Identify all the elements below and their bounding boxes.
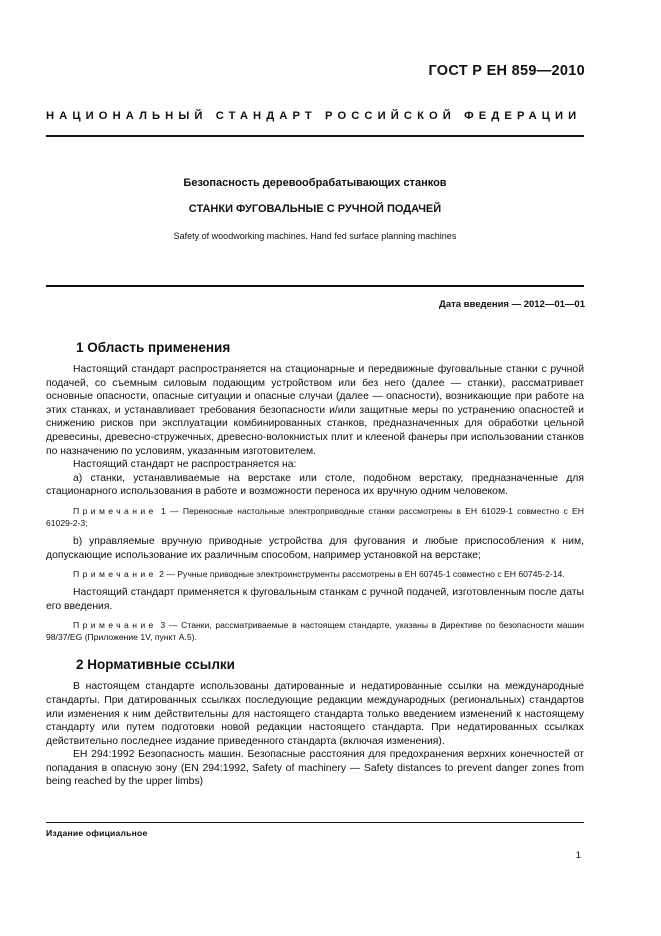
note-1-label: Примечание: [73, 505, 157, 516]
title-english: Safety of woodworking machines. Hand fed surface planning machines: [173, 231, 457, 241]
section-2-paragraph-2: ЕН 294:1992 Безопасность машин. Безопасные расстояния для предохранения верхних конечностей от попадания в опасную зону (EN 294:1992, Safety of machinery — Safety distances to prevent danger zones from being reached by the upper limbs): [46, 749, 584, 788]
section-2-paragraph-1: В настоящем стандарте использованы датированные и недатированные ссылки на международные стандарты. При датированных ссылках последующие редакции международных (региональных) стандартов или изменения к ним действительны для настоящего стандарта только введением изменений к настоящему стандарту или путем подготовки новой редакции настоящего стандарта. При недатированных ссылках действительно последнее издание приведенного стандарта (включая изменения).: [46, 681, 584, 747]
note-3-label: Примечание: [73, 620, 157, 631]
title-line-2: СТАНКИ ФУГОВАЛЬНЫЕ С РУЧНОЙ ПОДАЧЕЙ: [188, 203, 442, 215]
section-1-paragraph-4: b) управляемые вручную приводные устройства для фугования и любые приспособления к ним, допускающие использование их различным способом, например установкой на верстаке;: [46, 535, 584, 561]
section-1-paragraph-5: Настоящий стандарт применяется к фуговальным станкам с ручной подачей, изготовленным после даты его введения.: [46, 587, 584, 612]
title-line-1: Безопасность деревообрабатывающих станков: [183, 177, 447, 189]
national-standard-banner: НАЦИОНАЛЬНЫЙ СТАНДАРТ РОССИЙСКОЙ ФЕДЕРАЦИИ: [46, 110, 582, 122]
section-1-paragraph-1: Настоящий стандарт распространяется на стационарные и передвижные фуговальные станки с ручной подачей, со съемным силовым подающим устройством или без него (далее — станки), рассматривает основные опасности, опасные ситуации и опасные случаи (далее — опасности), возникающие при работе на этих станках, и устанавливает требования безопасности и/или защитные меры по устранению опасностей и снижению рисков при эксплуатации комбинированных станков, предназначенных для обработки цельной древесины, древесно-стружечных, древесно-волокнистых плит и клееной фанеры при использовании станков по назначению по условиям, указанным изготовителем.: [46, 364, 584, 457]
middle-rule: [46, 285, 584, 287]
section-1-paragraph-2: Настоящий стандарт не распространяется на:: [73, 459, 297, 471]
note-3-text: 3 — Станки, рассматриваемые в настоящем стандарте, указаны в Директиве по безопасности машин 98/37/EG (Приложение 1V, пункт А.5).: [46, 620, 584, 643]
section-1-heading: 1 Область применения: [76, 340, 231, 355]
note-3: [46, 619, 584, 643]
note-1: [46, 505, 584, 529]
page-number: 1: [575, 850, 581, 861]
note-2-text: 2 — Ручные приводные электроинструменты рассмотрены в ЕН 60745-1 совместно с ЕН 60745-2-14.: [156, 569, 565, 580]
main-content: [46, 340, 584, 789]
note-2-label: Примечание: [73, 569, 157, 580]
note-1-text: 1 — Переносные настольные электроприводные станки рассмотрены в ЕН 61029-1 совместно с ЕН 61029-2-3;: [46, 505, 584, 528]
introduction-date: Дата введения — 2012—01—01: [439, 299, 585, 310]
official-edition-label: Издание официальное: [46, 828, 148, 838]
section-2-heading: 2 Нормативные ссылки: [76, 657, 235, 673]
note-2: [46, 568, 584, 580]
section-1-paragraph-3: а) станки, устанавливаемые на верстаке или столе, подобном верстаку, предназначенные для стационарного использования в работе и возможности переноса их вручную одним человеком.: [46, 472, 584, 498]
footer-rule: [46, 822, 584, 823]
document-code: ГОСТ Р ЕН 859—2010: [428, 63, 585, 79]
top-rule: [46, 135, 584, 137]
